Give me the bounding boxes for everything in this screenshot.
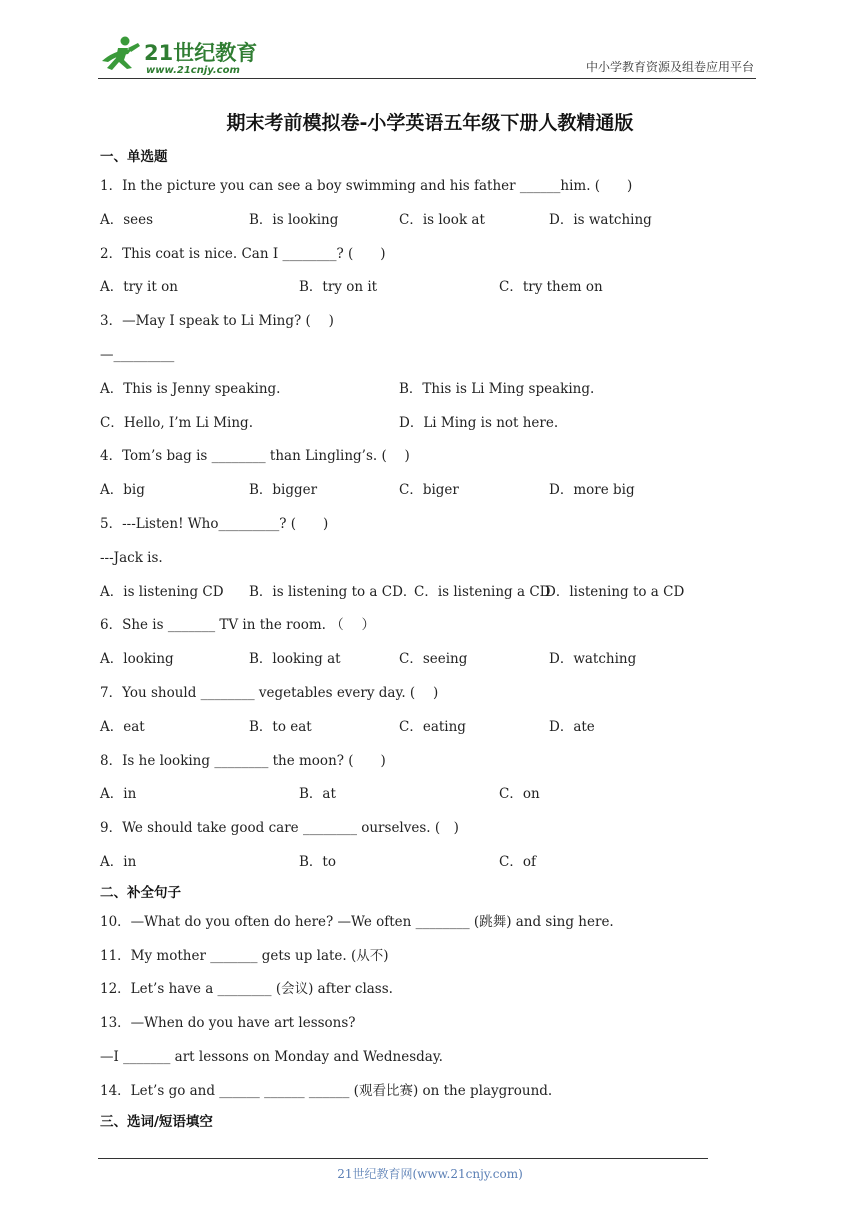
logo-runner-icon [98, 34, 268, 76]
option-a: A．big [100, 482, 145, 499]
option-c: C．is listening a CD [414, 583, 551, 600]
header-tagline: 中小学教育资源及组卷应用平台 [585, 60, 754, 74]
logo [98, 34, 268, 76]
option-d: D．listening to a CD [545, 583, 685, 600]
option-b: B．try on it [299, 279, 378, 296]
option-d: D．Li Ming is not here. [399, 414, 559, 431]
question-3-options-row2 [100, 407, 720, 441]
option-c: C．biger [399, 482, 459, 499]
option-d: D．ate [549, 718, 595, 735]
section-heading-single-choice: 一、单选题 [100, 149, 168, 165]
question-9: 9．We should take good care ________ ourselves. ( ) [100, 820, 459, 837]
question-5-options [100, 576, 720, 610]
question-1: 1．In the picture you can see a boy swimming and his father ______him. ( ) [100, 178, 633, 194]
option-b: B．to eat [249, 718, 312, 735]
question-7-options [100, 711, 720, 745]
question-3-reply: —_________ [100, 346, 175, 363]
question-14: 14．Let’s go and ______ ______ ______ (观看比赛) on the playground. [100, 1082, 553, 1099]
question-6: 6．She is _______ TV in the room. （ ） [100, 617, 376, 634]
question-2-options [100, 271, 720, 305]
option-c: C．on [499, 786, 540, 803]
option-a: A．try it on [100, 279, 178, 296]
question-11: 11．My mother _______ gets up late. (从不) [100, 947, 389, 964]
option-b: B．bigger [249, 482, 318, 499]
option-d: D．more big [549, 482, 635, 499]
question-10: 10．—What do you often do here? —We often ________ (跳舞) and sing here. [100, 913, 614, 930]
question-12: 12．Let’s have a ________ (会议) after class. [100, 981, 393, 998]
question-8-options [100, 778, 720, 812]
question-1-options [100, 204, 720, 238]
option-c: C．Hello, I’m Li Ming. [100, 414, 253, 431]
option-a: A．sees [100, 211, 154, 228]
option-b: B．This is Li Ming speaking. [399, 380, 595, 397]
question-4: 4．Tom’s bag is ________ than Lingling’s. ( ) [100, 448, 410, 465]
option-a: A．eat [100, 718, 145, 735]
question-5: 5．---Listen! Who_________? ( ) [100, 515, 329, 532]
option-a: A．This is Jenny speaking. [100, 380, 281, 397]
question-4-options [100, 474, 720, 508]
option-a: A．in [100, 786, 137, 803]
question-8: 8．Is he looking ________ the moon? ( ) [100, 752, 386, 769]
footer-rule [98, 1158, 708, 1159]
option-c: C．is look at [399, 211, 485, 228]
logo-text: 21世纪教育 [144, 41, 258, 65]
option-c: C．of [499, 853, 536, 870]
question-6-options [100, 643, 720, 677]
option-a: A．is listening CD [100, 583, 224, 600]
option-a: A．in [100, 853, 137, 870]
section-heading-complete-sentences: 二、补全句子 [100, 884, 181, 901]
page-title: 期末考前模拟卷-小学英语五年级下册人教精通版 [226, 112, 634, 134]
question-5-reply: ---Jack is. [100, 549, 163, 566]
option-b: B．is listening to a CD． [249, 583, 417, 600]
logo-url: www.21cnjy.com [146, 65, 240, 76]
option-b: B．to [299, 853, 336, 870]
question-13-reply: —I _______ art lessons on Monday and Wednesday. [100, 1048, 443, 1065]
option-a: A．looking [100, 651, 174, 668]
question-9-options [100, 846, 720, 880]
option-b: B．at [299, 786, 336, 803]
page-header [98, 30, 756, 79]
footer-link[interactable]: 21世纪教育网(www.21cnjy.com) [337, 1167, 523, 1181]
exam-content [100, 144, 720, 1135]
question-13: 13．—When do you have art lessons? [100, 1015, 356, 1032]
option-c: C．eating [399, 718, 466, 735]
section-heading-word-fill: 三、选词/短语填空 [100, 1113, 213, 1130]
option-d: D．is watching [549, 211, 652, 228]
question-3: 3．—May I speak to Li Ming? ( ) [100, 313, 334, 330]
question-3-options-row1 [100, 373, 720, 407]
option-c: C．try them on [499, 279, 603, 296]
option-b: B．is looking [249, 211, 339, 228]
option-c: C．seeing [399, 651, 468, 668]
option-d: D．watching [549, 651, 637, 668]
question-2: 2．This coat is nice. Can I ________? ( ) [100, 245, 386, 262]
option-b: B．looking at [249, 651, 341, 668]
question-7: 7．You should ________ vegetables every day. ( ) [100, 684, 439, 701]
